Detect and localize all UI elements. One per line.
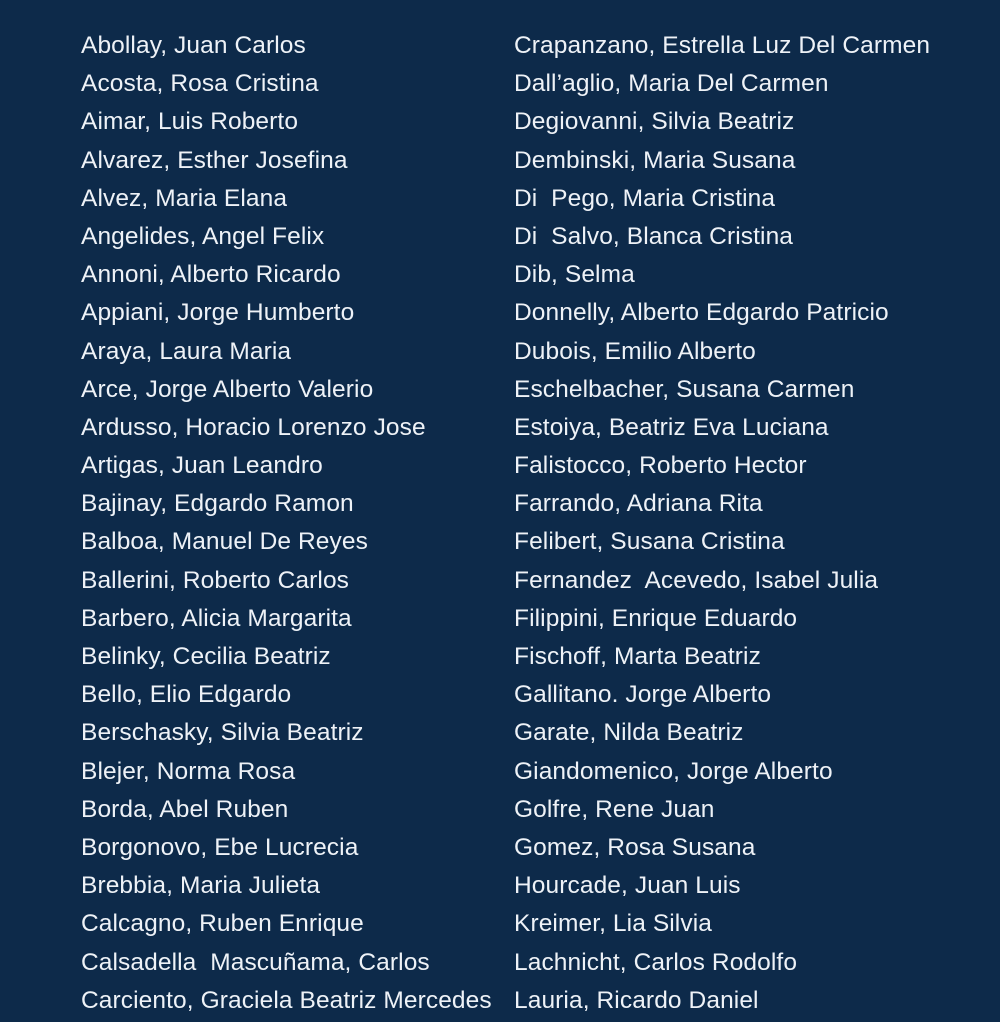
name-entry: Garate, Nilda Beatriz <box>514 719 744 747</box>
name-entry: Gallitano. Jorge Alberto <box>514 681 772 709</box>
name-entry: Annoni, Alberto Ricardo <box>81 261 341 289</box>
name-entry: Dembinski, Maria Susana <box>514 146 796 174</box>
name-entry: Balboa, Manuel De Reyes <box>81 528 368 556</box>
name-entry: Abollay, Juan Carlos <box>81 32 306 59</box>
name-entry: Araya, Laura Maria <box>81 337 292 365</box>
name-entry: Blejer, Norma Rosa <box>81 757 296 785</box>
name-entry: Ardusso, Horacio Lorenzo Jose <box>81 413 426 441</box>
name-entry: Calsadella Mascuñama, Carlos <box>81 948 430 976</box>
name-entry: Barbero, Alicia Margarita <box>81 604 352 632</box>
name-entry: Hourcade, Juan Luis <box>514 872 741 900</box>
name-entry: Falistocco, Roberto Hector <box>514 452 807 480</box>
name-entry: Eschelbacher, Susana Carmen <box>514 375 855 403</box>
name-entry: Alvarez, Esther Josefina <box>81 146 348 174</box>
name-entry: Acosta, Rosa Cristina <box>81 70 319 98</box>
name-entry: Ballerini, Roberto Carlos <box>81 566 350 594</box>
name-entry: Donnelly, Alberto Edgardo Patricio <box>514 299 889 327</box>
name-entry: Artigas, Juan Leandro <box>81 452 323 480</box>
name-entry: Farrando, Adriana Rita <box>514 490 763 518</box>
name-entry: Giandomenico, Jorge Alberto <box>514 757 833 785</box>
name-entry: Borda, Abel Ruben <box>81 795 289 823</box>
name-entry: Filippini, Enrique Eduardo <box>514 604 798 632</box>
name-entry: Degiovanni, Silvia Beatriz <box>514 108 795 136</box>
names-column-left <box>81 29 501 1022</box>
name-entry: Felibert, Susana Cristina <box>514 528 785 556</box>
name-entry: Golfre, Rene Juan <box>514 795 715 823</box>
name-entry: Borgonovo, Ebe Lucrecia <box>81 833 359 861</box>
name-entry: Aimar, Luis Roberto <box>81 108 299 136</box>
name-entry: Appiani, Jorge Humberto <box>81 299 355 327</box>
name-entry: Fischoff, Marta Beatriz <box>514 643 761 670</box>
name-entry: Alvez, Maria Elana <box>81 184 288 212</box>
name-entry: Berschasky, Silvia Beatriz <box>81 719 364 747</box>
name-entry: Dubois, Emilio Alberto <box>514 337 756 365</box>
name-entry: Dall’aglio, Maria Del Carmen <box>514 70 829 98</box>
name-entry: Bello, Elio Edgardo <box>81 681 292 709</box>
name-entry: Lachnicht, Carlos Rodolfo <box>514 948 798 976</box>
name-entry: Estoiya, Beatriz Eva Luciana <box>514 413 829 441</box>
names-column-right <box>514 29 994 1022</box>
name-entry: Brebbia, Maria Julieta <box>81 872 321 900</box>
name-entry: Belinky, Cecilia Beatriz <box>81 643 331 670</box>
name-entry: Dib, Selma <box>514 261 635 289</box>
name-entry: Kreimer, Lia Silvia <box>514 910 712 938</box>
name-entry: Di Pego, Maria Cristina <box>514 184 776 212</box>
name-entry: Angelides, Angel Felix <box>81 222 325 250</box>
name-entry: Lauria, Ricardo Daniel <box>514 986 759 1014</box>
name-entry: Bajinay, Edgardo Ramon <box>81 490 354 518</box>
name-entry: Gomez, Rosa Susana <box>514 833 756 861</box>
name-entry: Crapanzano, Estrella Luz Del Carmen <box>514 32 931 59</box>
name-entry: Calcagno, Ruben Enrique <box>81 910 364 938</box>
name-entry: Di Salvo, Blanca Cristina <box>514 222 794 250</box>
name-entry: Fernandez Acevedo, Isabel Julia <box>514 566 879 594</box>
name-entry: Arce, Jorge Alberto Valerio <box>81 375 374 403</box>
name-entry: Carciento, Graciela Beatriz Mercedes <box>81 986 492 1014</box>
